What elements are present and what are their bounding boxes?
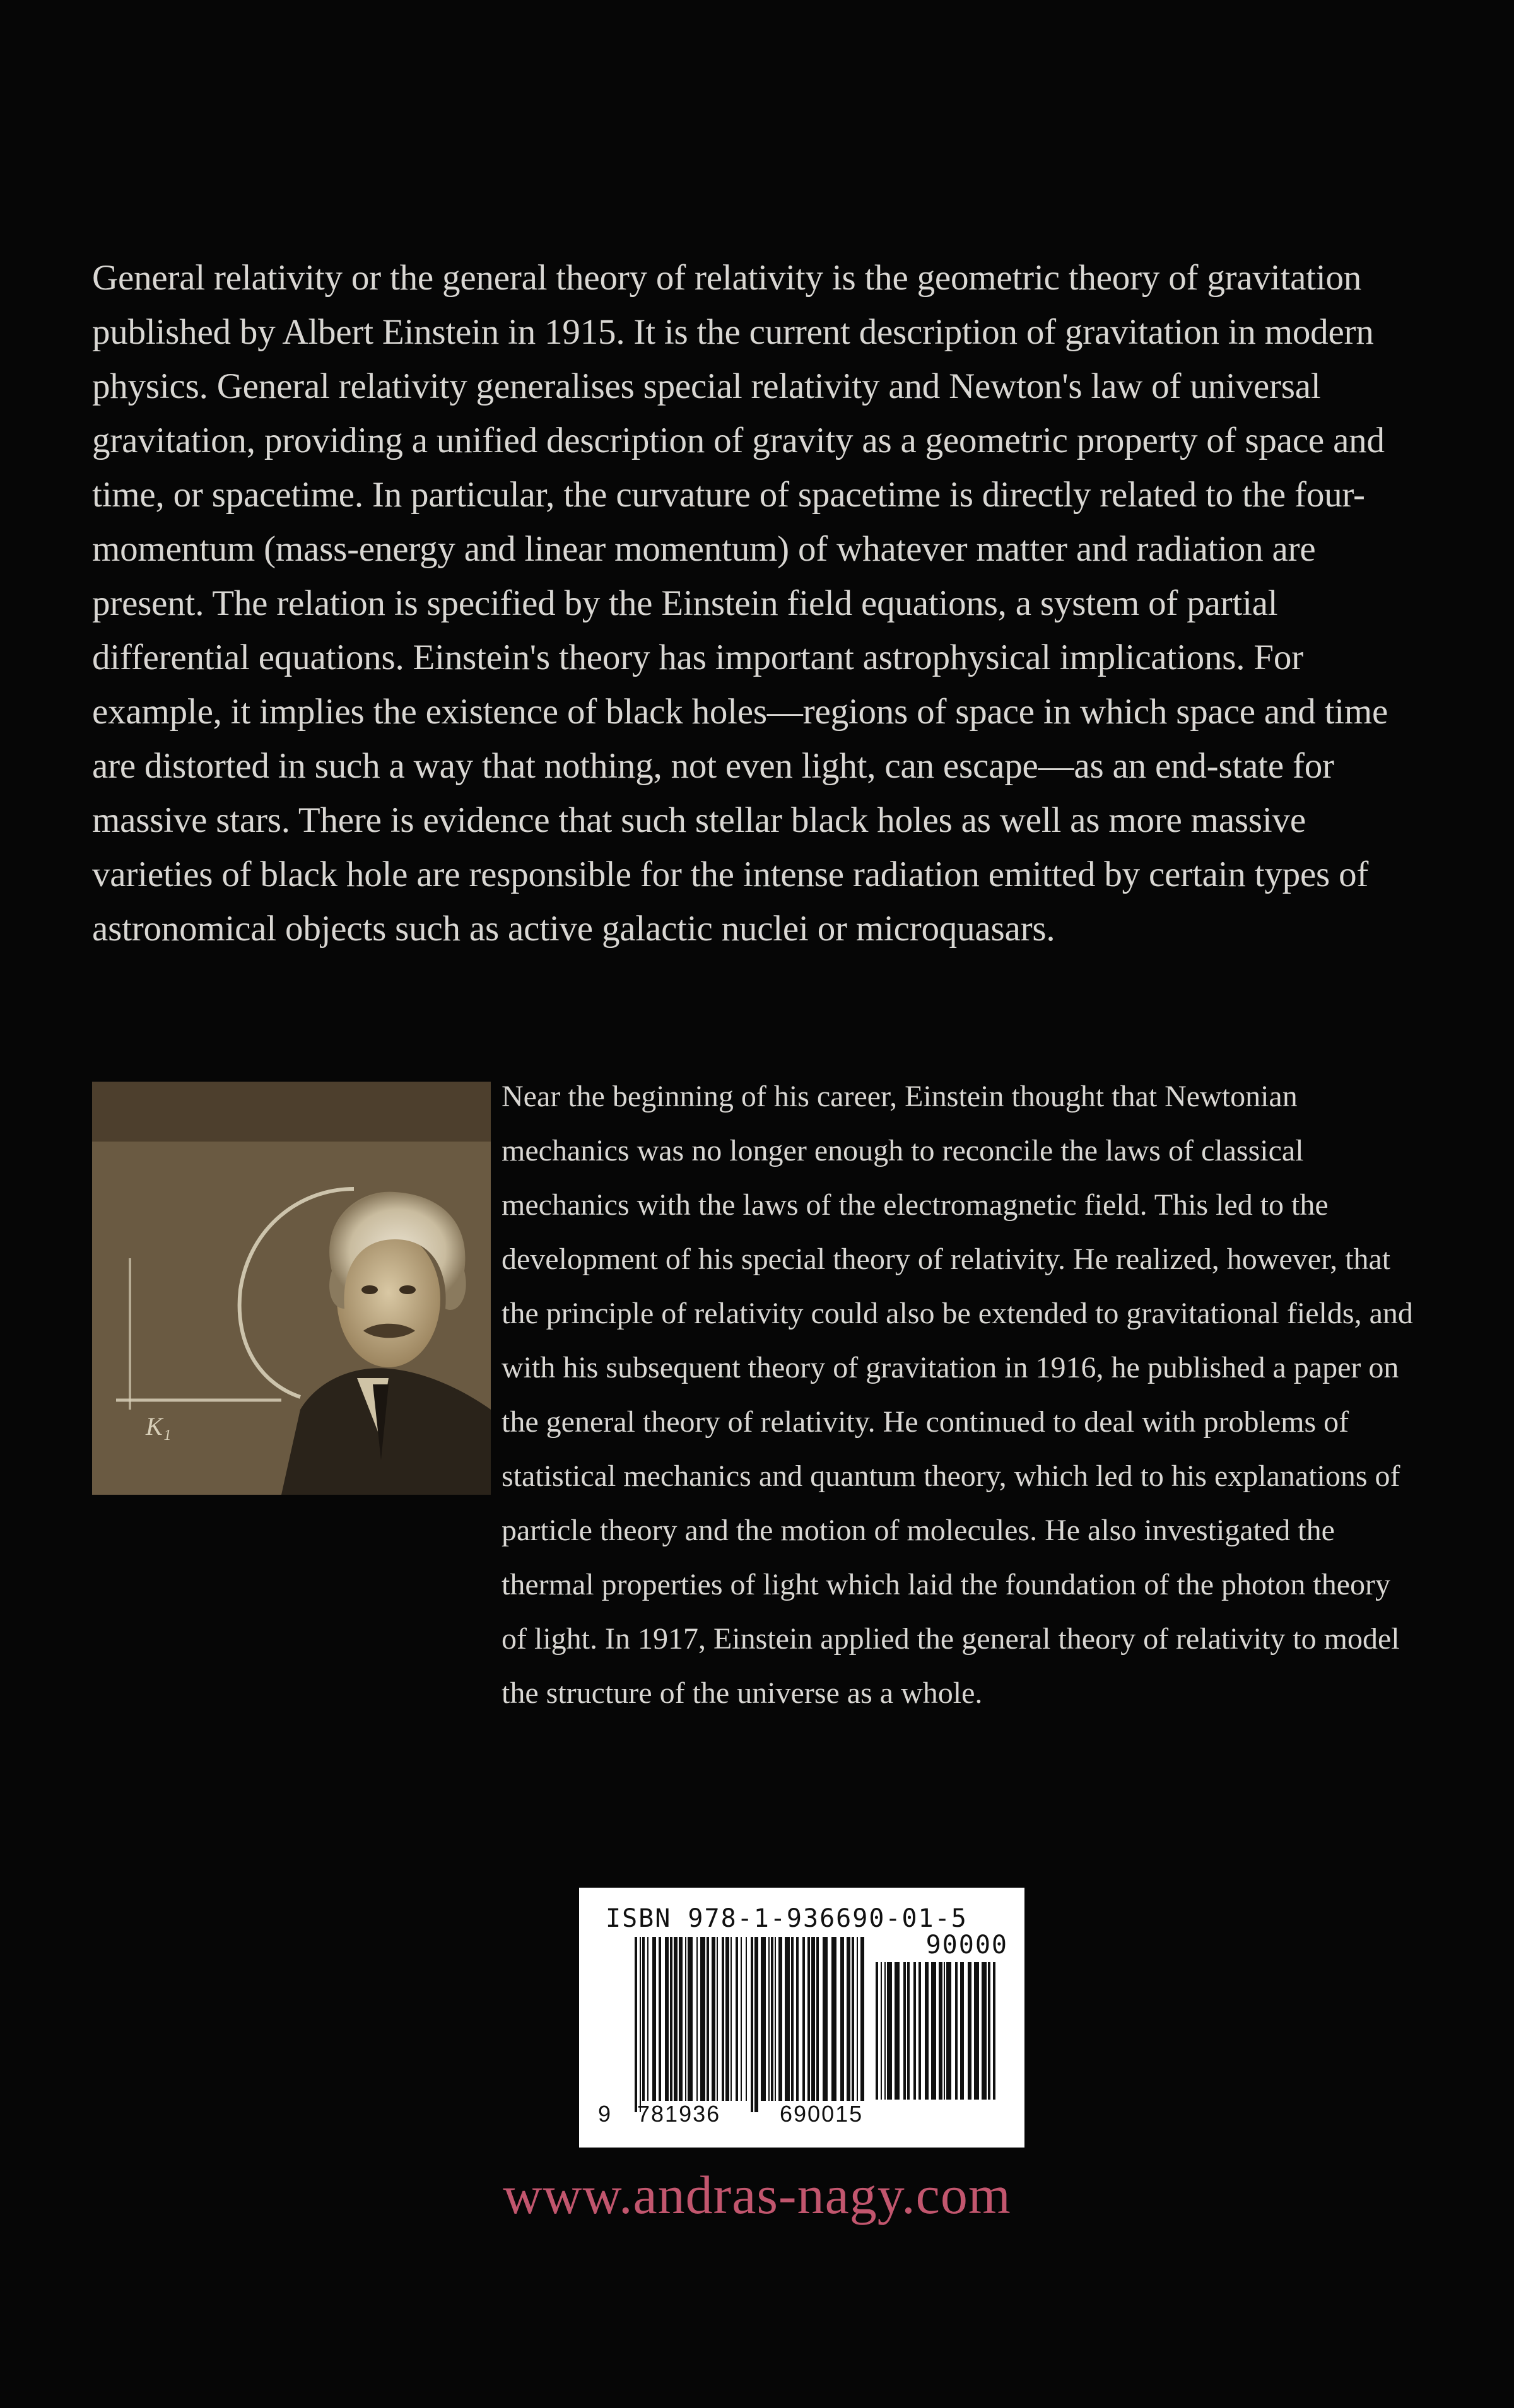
barcode-bar bbox=[988, 1962, 990, 2100]
barcode-bar bbox=[761, 1937, 766, 2101]
barcode-bar bbox=[895, 1962, 900, 2100]
isbn-barcode bbox=[579, 1888, 1024, 2148]
barcode-bar bbox=[791, 1937, 794, 2101]
description-paragraph: General relativity or the general theory of relativity is the geometric theory of gravitation published by Albert Einstein in 1915. It is the current description of gravitation in modern physics. General relativity generalises special relativity and Newton's law of universal gravitation, providing a unified description of gravity as a geometric property of space and time, or spacetime. In particular, the curvature of spacetime is directly related to the four-momentum (mass-energy and linear momentum) of whatever matter and radiation are present. The relation is specified by the Einstein field equations, a system of partial differential equations. Einstein's theory has important astrophysical implications. For example, it implies the existence of black holes—regions of space in which space and time are distorted in such a way that nothing, not even light, can escape—as an end-state for massive stars. There is evidence that such stellar black holes as well as more massive varieties of black hole are responsible for the intense radiation emitted by certain types of astronomical objects such as active galactic nuclei or microquasars. bbox=[92, 258, 1388, 949]
barcode-bar bbox=[640, 1937, 641, 2112]
biography-paragraph: Near the beginning of his career, Einstein thought that Newtonian mechanics was no longer enough to reconcile the laws of classical mechanics with the laws of the electromagnetic field. This led to the development of his special theory of relativity. He realized, however, that the principle of relativity could also be extended to gravitational fields, and with his subsequent theory of gravitation in 1916, he published a paper on the general theory of relativity. He continued to deal with problems of statistical mechanics and quantum theory, which led to his explanations of particle theory and the motion of molecules. He also investigated the thermal properties of light which laid the foundation of the photon theory of light. In 1917, Einstein applied the general theory of relativity to model the structure of the universe as a whole. bbox=[502, 1080, 1413, 1710]
barcode-bar bbox=[746, 1937, 747, 2101]
barcode-bar bbox=[881, 1962, 882, 2100]
barcode-bar bbox=[768, 1937, 770, 2101]
barcode-bar bbox=[913, 1962, 916, 2100]
barcode-bar bbox=[907, 1962, 910, 2100]
barcode-bar bbox=[659, 1937, 661, 2101]
barcode-bar bbox=[925, 1962, 929, 2100]
barcode-bar bbox=[725, 1937, 729, 2101]
barcode-bar bbox=[884, 1962, 886, 2100]
barcode-bar bbox=[674, 1937, 678, 2101]
barcode-bar bbox=[955, 1962, 958, 2100]
barcode-bar bbox=[741, 1937, 742, 2101]
barcode-bar bbox=[974, 1962, 979, 2100]
ean-left-group: 781936 bbox=[637, 2101, 721, 2127]
barcode-bar bbox=[754, 1937, 758, 2112]
barcode-bar bbox=[685, 1937, 686, 2101]
barcode-bar bbox=[840, 1937, 844, 2101]
ean-right-group: 690015 bbox=[780, 2101, 864, 2127]
ean-first-digit: 9 bbox=[598, 2101, 611, 2127]
barcode-bar bbox=[931, 1962, 936, 2100]
barcode-bar bbox=[816, 1937, 819, 2101]
barcode-bar bbox=[939, 1962, 942, 2100]
website-url: www.andras-nagy.com bbox=[503, 2165, 1011, 2225]
barcode-bar bbox=[665, 1937, 669, 2101]
barcode-bar bbox=[670, 1937, 672, 2101]
barcode-bar bbox=[946, 1962, 951, 2100]
barcode-bar bbox=[652, 1937, 656, 2101]
barcode-bar bbox=[823, 1937, 828, 2101]
barcode-bar bbox=[847, 1937, 850, 2101]
barcode-bar bbox=[993, 1962, 995, 2100]
barcode-bar bbox=[717, 1937, 718, 2101]
barcode-bar bbox=[707, 1937, 709, 2101]
barcode-bar bbox=[811, 1937, 815, 2101]
barcode-bar bbox=[796, 1937, 799, 2101]
addon-bars bbox=[876, 1962, 1001, 2100]
barcode-bar bbox=[635, 1937, 637, 2112]
barcode-bar bbox=[642, 1937, 645, 2101]
barcode-bar bbox=[831, 1937, 836, 2101]
barcode-bar bbox=[679, 1937, 683, 2101]
barcode-bar bbox=[785, 1937, 790, 2101]
barcode-bar bbox=[960, 1962, 964, 2100]
barcode-bar bbox=[696, 1937, 698, 2101]
einstein-photo bbox=[92, 1082, 491, 1495]
barcode-bar bbox=[751, 1937, 753, 2112]
barcode-bar bbox=[722, 1937, 724, 2101]
barcode-bar bbox=[944, 1962, 945, 2100]
barcode-bar bbox=[771, 1937, 773, 2101]
barcode-bar bbox=[778, 1937, 782, 2101]
barcode-bar bbox=[857, 1937, 858, 2101]
einstein-photo-illustration bbox=[92, 1082, 491, 1495]
isbn-label: ISBN 978-1-936690-01-5 bbox=[606, 1904, 968, 1933]
barcode-bar bbox=[918, 1962, 921, 2100]
barcode-bar bbox=[860, 1937, 864, 2101]
price-code: 90000 bbox=[925, 1931, 1008, 1960]
barcode-bar bbox=[887, 1962, 892, 2100]
barcode-bar bbox=[712, 1937, 715, 2101]
barcode-bar bbox=[802, 1937, 805, 2101]
barcode-bar bbox=[852, 1937, 854, 2101]
barcode-bar bbox=[807, 1937, 810, 2101]
barcode-bar bbox=[903, 1962, 906, 2100]
barcode-bar bbox=[876, 1962, 878, 2100]
barcode-bar bbox=[968, 1962, 971, 2100]
barcode-bar bbox=[700, 1937, 705, 2101]
barcode-bar bbox=[688, 1937, 693, 2101]
barcode-bar bbox=[647, 1937, 648, 2101]
barcode-bar bbox=[775, 1937, 776, 2101]
barcode-bar bbox=[736, 1937, 738, 2101]
barcode-bar bbox=[982, 1962, 987, 2100]
barcode-bar bbox=[731, 1937, 732, 2101]
blackboard-mark: K₁ bbox=[146, 1412, 172, 1441]
